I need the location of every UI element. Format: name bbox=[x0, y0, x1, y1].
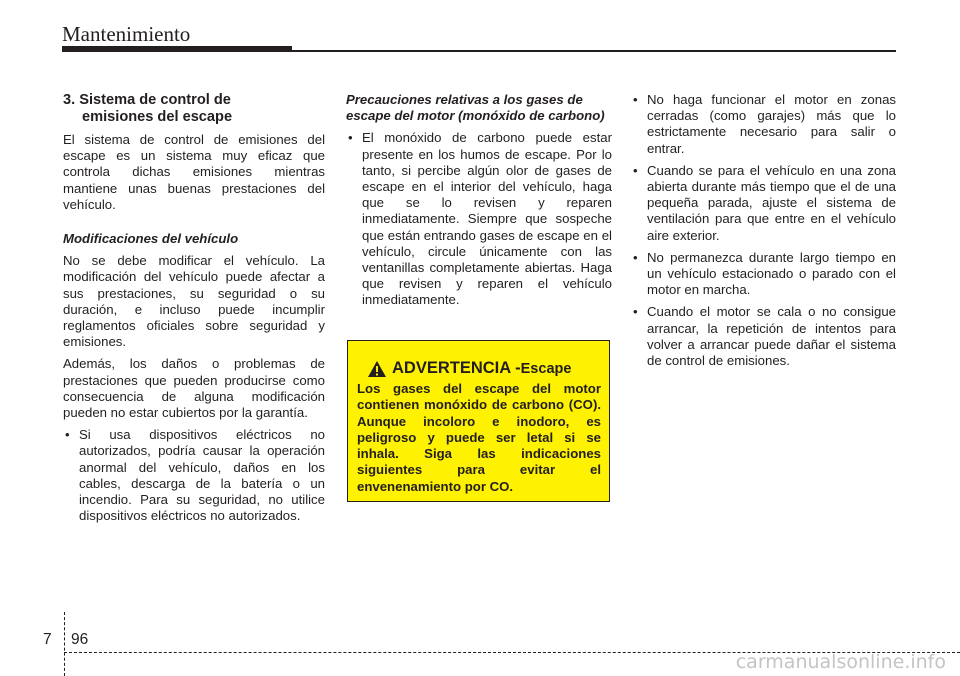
section-intro: El sistema de control de emisiones del escape es un sistema muy eficaz que controla dichas emisiones mientras mantiene unas buenas prestaciones del vehículo. bbox=[63, 132, 325, 212]
precautions-heading: Precauciones relativas a los gases de escape del motor (monóxido de carbono) bbox=[346, 92, 605, 124]
bullet-glyph: • bbox=[633, 92, 638, 107]
section-heading bbox=[63, 92, 325, 126]
list-item bbox=[631, 163, 896, 244]
header-title: Mantenimiento bbox=[62, 22, 191, 46]
bullet-glyph: • bbox=[633, 162, 638, 178]
modifications-paragraph-1: No se debe modificar el vehículo. La modificación del vehículo puede afectar a sus prestaciones, su seguridad o su duración, e incluso puede incumplir reglamentos oficiales sobre seguridad y emisiones. bbox=[63, 253, 325, 350]
warning-box bbox=[347, 340, 610, 502]
bullet-glyph: • bbox=[633, 304, 638, 320]
list-item-text: El monóxido de carbono puede estar presente en los humos de escape. Por lo tanto, si percibe algún olor de gases de escape en el interior del vehículo, haga que se lo revisen y reparen inmediatamente. Siempre que sospeche que están entrando gases de escape en el vehículo, circule únicamente con las ventanillas completamente abiertas. Haga que revisen y reparen el vehículo inmediatamente. bbox=[362, 130, 612, 308]
modifications-paragraph-2: Además, los daños o problemas de prestaciones que pueden producirse como consecuencia de alguna modificación pueden no estar cubiertos por la garantía. bbox=[63, 356, 325, 421]
footer-divider-vertical bbox=[64, 612, 65, 676]
column-middle bbox=[346, 92, 612, 315]
bullet-glyph: • bbox=[348, 130, 353, 146]
modifications-list bbox=[63, 427, 325, 524]
precautions-list bbox=[346, 130, 612, 308]
page-number: 96 bbox=[71, 631, 89, 648]
bullet-glyph: • bbox=[65, 427, 70, 443]
list-item bbox=[63, 427, 325, 524]
exhaust-precautions-list bbox=[631, 92, 896, 369]
column-right bbox=[631, 92, 896, 375]
list-item-text: No permanezca durante largo tiempo en un vehículo estacionado o parado con el motor en marcha. bbox=[647, 249, 896, 298]
warning-header bbox=[357, 359, 601, 378]
watermark: carmanualsonline.info bbox=[735, 651, 946, 673]
warning-triangle-icon bbox=[367, 360, 387, 378]
warning-title: ADVERTENCIA - bbox=[392, 359, 521, 377]
warning-text: Los gases del escape del motor contienen monóxido de carbono (CO). Aunque incoloro e inodoro, es peligroso y puede ser letal si se inhala. Siga las indicaciones siguientes para evitar el envenenamiento por CO. bbox=[357, 381, 601, 494]
section-number: 3. bbox=[63, 92, 76, 108]
chapter-number: 7 bbox=[43, 631, 52, 648]
list-item bbox=[631, 92, 896, 157]
modifications-heading: Modificaciones del vehículo bbox=[63, 231, 239, 247]
column-left bbox=[63, 92, 325, 530]
list-item bbox=[631, 304, 896, 369]
header-rule-thin bbox=[292, 50, 896, 52]
list-item-text: Cuando el motor se cala o no consigue arrancar, la repetición de intentos para volver a arrancar puede dañar el sistema de control de emisiones. bbox=[647, 304, 896, 369]
list-item bbox=[346, 130, 612, 308]
header-rule-thick bbox=[62, 46, 292, 52]
list-item-text: Si usa dispositivos eléctricos no autorizados, podría causar la operación anormal del vehículo, daños en los cables, descarga de la batería o un incendio. Para su seguridad, no utilice dispositivos eléctricos no autorizados. bbox=[79, 427, 325, 524]
warning-subtitle: Escape bbox=[520, 360, 572, 377]
bullet-glyph: • bbox=[633, 249, 638, 265]
list-item bbox=[631, 250, 896, 299]
section-title-line1: Sistema de control de bbox=[79, 92, 231, 108]
list-item-text: No haga funcionar el motor en zonas cerradas (como garajes) más que lo estrictamente necesario para salir o entrar. bbox=[647, 92, 896, 156]
list-item-text: Cuando se para el vehículo en una zona abierta durante más tiempo que el de una pequeña parada, ajuste el sistema de ventilación para que entre en el vehículo aire exterior. bbox=[647, 162, 896, 243]
section-title-line2: emisiones del escape bbox=[82, 109, 233, 125]
